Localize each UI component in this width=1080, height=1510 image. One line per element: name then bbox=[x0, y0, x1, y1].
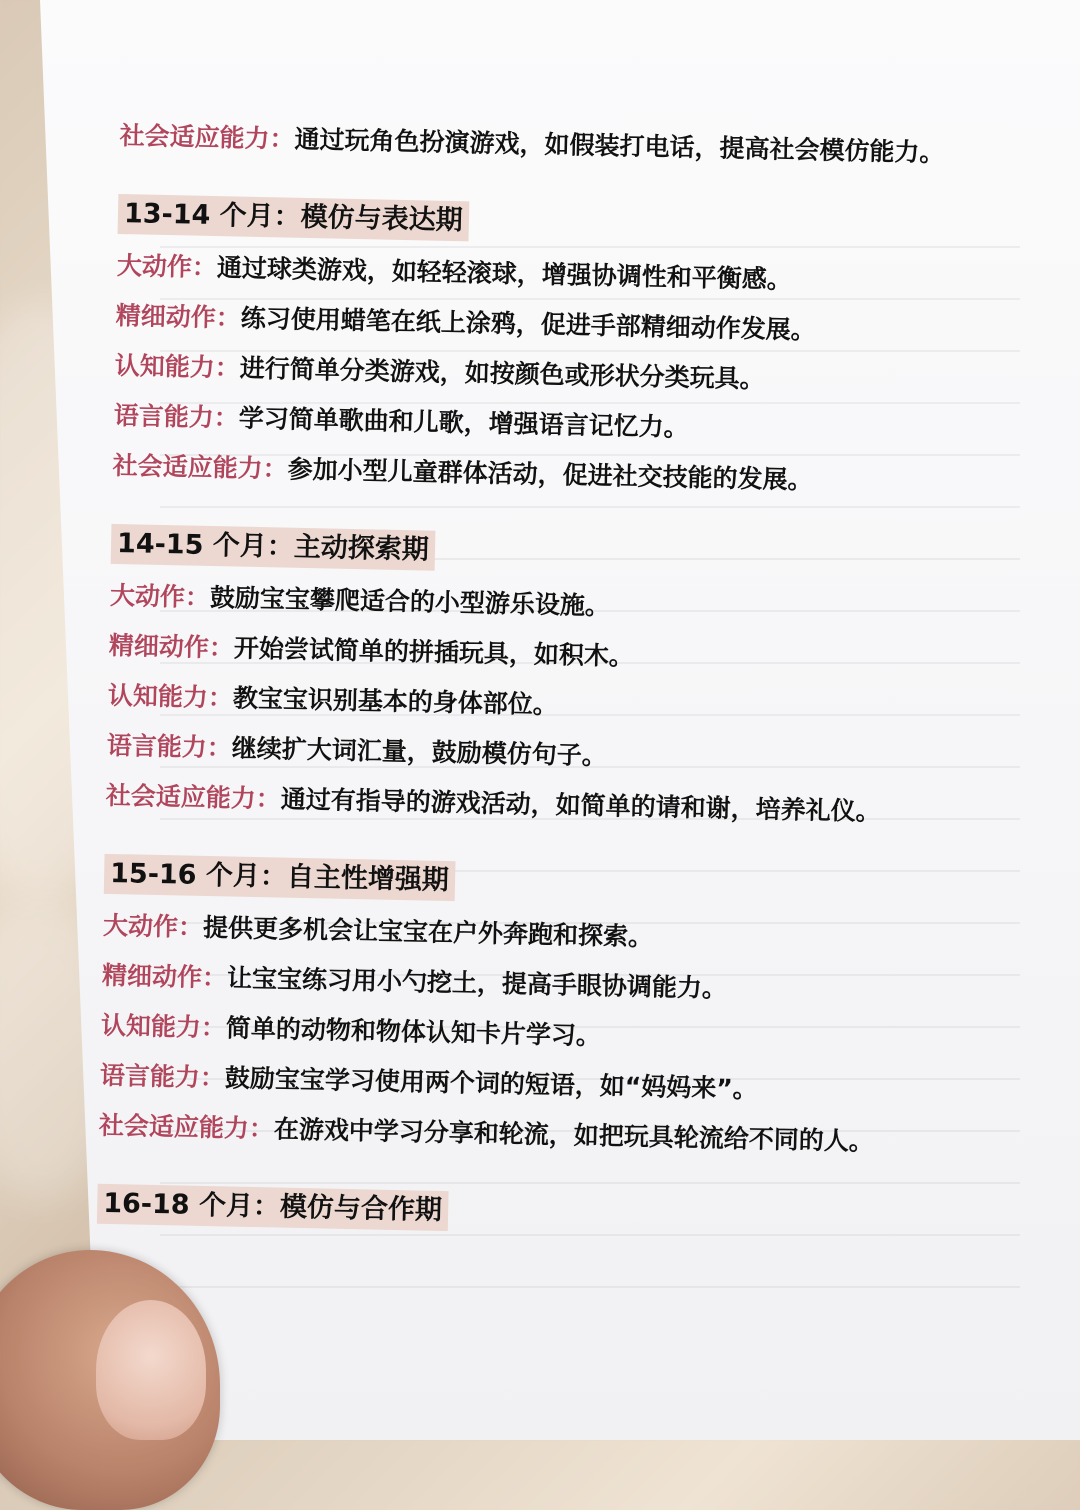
list-item bbox=[100, 1058, 941, 1112]
list-item bbox=[101, 1008, 942, 1062]
item-label: 精细动作： bbox=[115, 300, 242, 333]
document-content bbox=[97, 118, 960, 1255]
item-text: 通过有指导的游戏活动，如简单的请和谢，培养礼仪。 bbox=[280, 784, 881, 827]
item-label: 精细动作： bbox=[101, 960, 228, 993]
list-item bbox=[103, 908, 944, 962]
list-item bbox=[113, 398, 954, 452]
item-text: 开始尝试简单的拼插玩具，如积木。 bbox=[233, 633, 635, 671]
item-label: 精细动作： bbox=[108, 630, 235, 663]
item-text: 学习简单歌曲和儿歌，增强语言记忆力。 bbox=[238, 403, 689, 442]
list-item bbox=[105, 778, 946, 832]
item-label: 认知能力： bbox=[107, 680, 234, 713]
item-text: 鼓励宝宝攀爬适合的小型游乐设施。 bbox=[209, 582, 611, 621]
item-text: 让宝宝练习用小勺挖土，提高手眼协调能力。 bbox=[226, 963, 728, 1003]
list-item bbox=[106, 728, 947, 782]
item-label: 语言能力： bbox=[106, 730, 233, 763]
item-text: 教宝宝识别基本的身体部位。 bbox=[232, 683, 559, 720]
section-heading: 16-18 个月：模仿与合作期 bbox=[97, 1184, 449, 1231]
section-13-14 bbox=[112, 168, 958, 502]
item-label: 社会适应能力： bbox=[105, 780, 282, 814]
list-item bbox=[112, 448, 953, 502]
section-heading: 13-14 个月：模仿与表达期 bbox=[118, 194, 470, 241]
item-text: 继续扩大词汇量，鼓励模仿句子。 bbox=[231, 733, 608, 771]
list-item bbox=[114, 348, 955, 402]
item-label: 社会适应能力： bbox=[112, 450, 289, 484]
list-item bbox=[109, 628, 950, 682]
item-label: 认知能力： bbox=[100, 1010, 227, 1043]
list-item bbox=[117, 248, 958, 302]
item-text: 通过球类游戏，如轻轻滚球，增强协调性和平衡感。 bbox=[216, 253, 793, 295]
item-text: 练习使用蜡笔在纸上涂鸦，促进手部精细动作发展。 bbox=[240, 303, 817, 345]
thumbnail-highlight bbox=[96, 1300, 206, 1440]
item-text: 通过玩角色扮演游戏，如假装打电话，提高社会模仿能力。 bbox=[294, 124, 945, 168]
item-label: 大动作： bbox=[102, 910, 204, 942]
item-text: 提供更多机会让宝宝在户外奔跑和探索。 bbox=[202, 912, 654, 952]
list-item bbox=[108, 678, 949, 732]
list-item bbox=[102, 958, 943, 1012]
list-item bbox=[110, 578, 951, 632]
item-text: 在游戏中学习分享和轮流，如把玩具轮流给不同的人。 bbox=[273, 1114, 875, 1157]
item-label: 社会适应能力： bbox=[119, 120, 295, 154]
item-label: 认知能力： bbox=[114, 350, 241, 383]
section-15-16 bbox=[99, 828, 945, 1162]
section-14-15 bbox=[105, 498, 951, 832]
section-heading: 14-15 个月：主动探索期 bbox=[111, 524, 436, 571]
item-text: 鼓励宝宝学习使用两个词的短语，如“妈妈来”。 bbox=[224, 1063, 758, 1104]
item-text: 简单的动物和物体认知卡片学习。 bbox=[225, 1013, 602, 1051]
item-label: 大动作： bbox=[109, 580, 211, 612]
item-text: 进行简单分类游戏，如按颜色或形状分类玩具。 bbox=[239, 353, 766, 394]
list-item bbox=[99, 1108, 940, 1162]
section-heading: 15-16 个月：自主性增强期 bbox=[104, 854, 456, 901]
list-item bbox=[115, 298, 956, 352]
item-label: 语言能力： bbox=[99, 1060, 226, 1093]
item-label: 社会适应能力： bbox=[98, 1110, 275, 1144]
item-label: 语言能力： bbox=[113, 400, 240, 433]
item-label: 大动作： bbox=[116, 250, 218, 283]
item-text: 参加小型儿童群体活动，促进社交技能的发展。 bbox=[287, 454, 813, 495]
